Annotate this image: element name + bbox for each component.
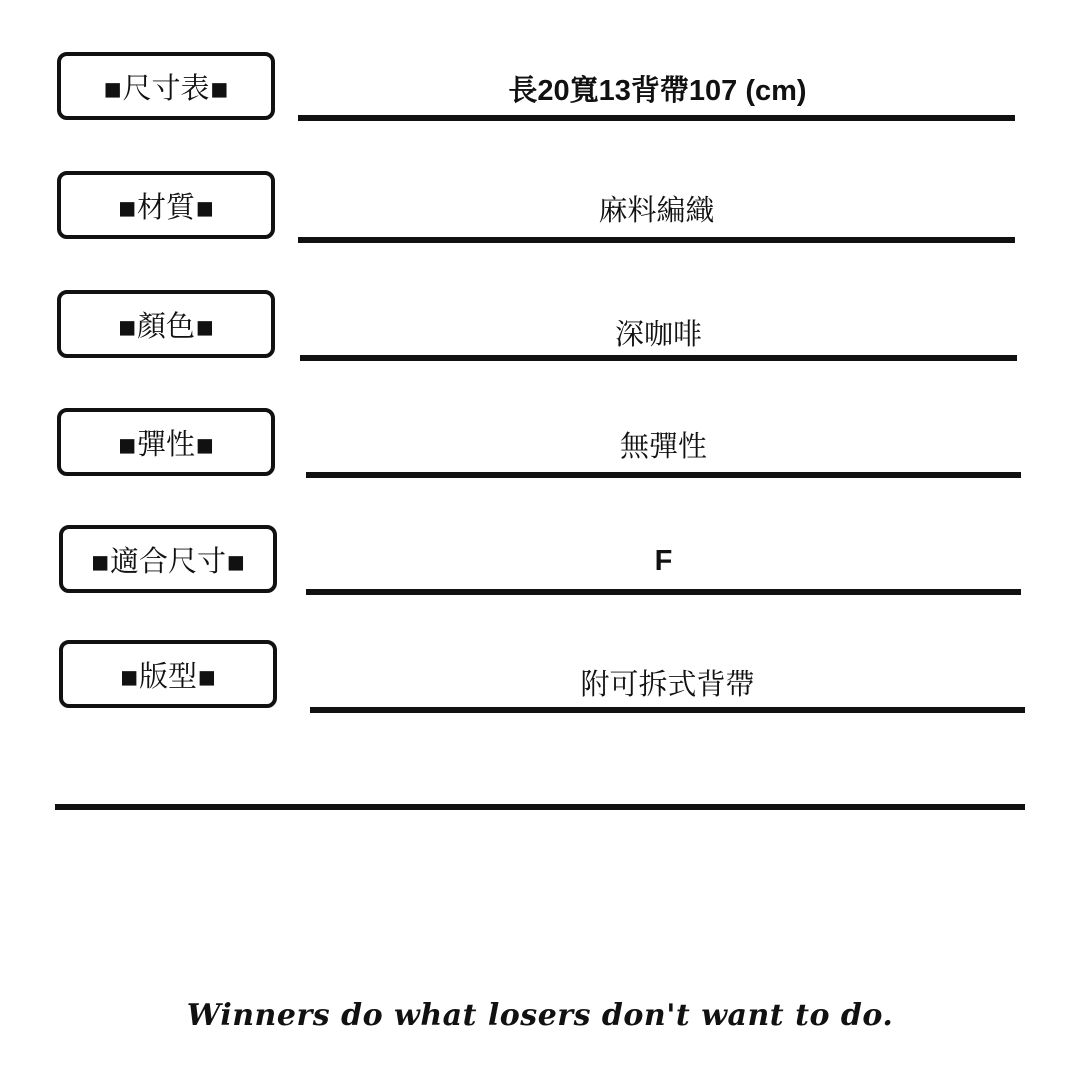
row-underline (298, 237, 1015, 243)
section-divider (55, 804, 1025, 810)
footer-quote: Winners do what losers don't want to do. (186, 998, 894, 1033)
row-underline (306, 589, 1021, 595)
value-fit-size: F (654, 545, 673, 577)
label-size-chart: ▪尺寸表▪ (57, 52, 275, 120)
value-color: 深咖啡 (614, 317, 702, 351)
value-size-chart: 長20寬13背帶107 (cm) (508, 75, 807, 107)
label-color: ▪顏色▪ (57, 290, 275, 358)
row-underline (306, 472, 1021, 478)
label-material: ▪材質▪ (57, 171, 275, 239)
row-underline (300, 355, 1017, 361)
value-style: 附可拆式背帶 (580, 667, 755, 701)
row-underline (310, 707, 1025, 713)
value-material: 麻料編織 (598, 193, 715, 227)
row-underline (298, 115, 1015, 121)
value-elasticity: 無彈性 (619, 429, 707, 463)
label-elasticity: ▪彈性▪ (57, 408, 275, 476)
label-fit-size: ▪適合尺寸▪ (59, 525, 277, 593)
label-style: ▪版型▪ (59, 640, 277, 708)
